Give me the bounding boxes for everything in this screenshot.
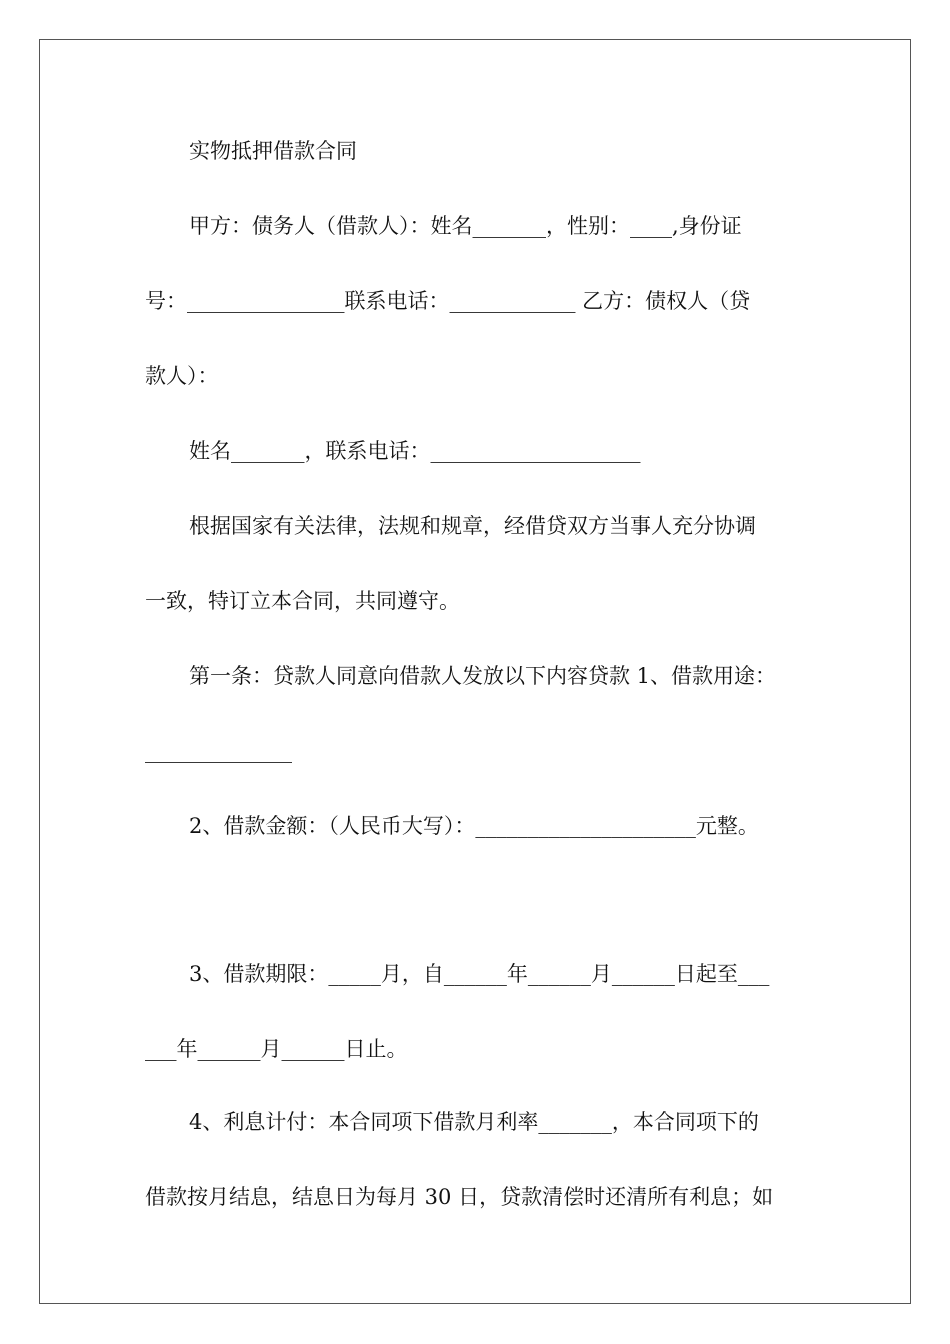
interest-line-2: 借款按月结息，结息日为每月 30 日，贷款清偿时还清所有利息；如 bbox=[145, 1185, 774, 1209]
interest-line-1: 4、利息计付：本合同项下借款月利率_______，本合同项下的 bbox=[189, 1110, 759, 1134]
article-1-line: 第一条：贷款人同意向借款人发放以下内容贷款 1、借款用途： bbox=[189, 664, 777, 688]
party-a-line: 甲方：债务人（借款人）：姓名_______，性别：____,身份证 bbox=[189, 214, 742, 238]
loan-purpose-blank: ______________ bbox=[145, 739, 292, 763]
party-b-name-phone: 姓名_______，联系电话：____________________ bbox=[189, 439, 641, 463]
loan-term-line-1: 3、借款期限：_____月，自______年______月______日起至___ bbox=[189, 962, 770, 986]
party-b-continued: 款人）： bbox=[145, 364, 219, 388]
loan-term-line-2: ___年______月______日止。 bbox=[145, 1037, 408, 1061]
preamble-line-1: 根据国家有关法律，法规和规章，经借贷双方当事人充分协调 bbox=[189, 514, 756, 538]
loan-amount-line: 2、借款金额：（人民币大写）：_____________________元整。 bbox=[189, 814, 759, 838]
preamble-line-2: 一致，特订立本合同，共同遵守。 bbox=[145, 589, 460, 613]
document-title: 实物抵押借款合同 bbox=[189, 139, 357, 163]
party-b-line: 号：_______________联系电话：____________ 乙方：债权人（贷 bbox=[145, 289, 751, 313]
